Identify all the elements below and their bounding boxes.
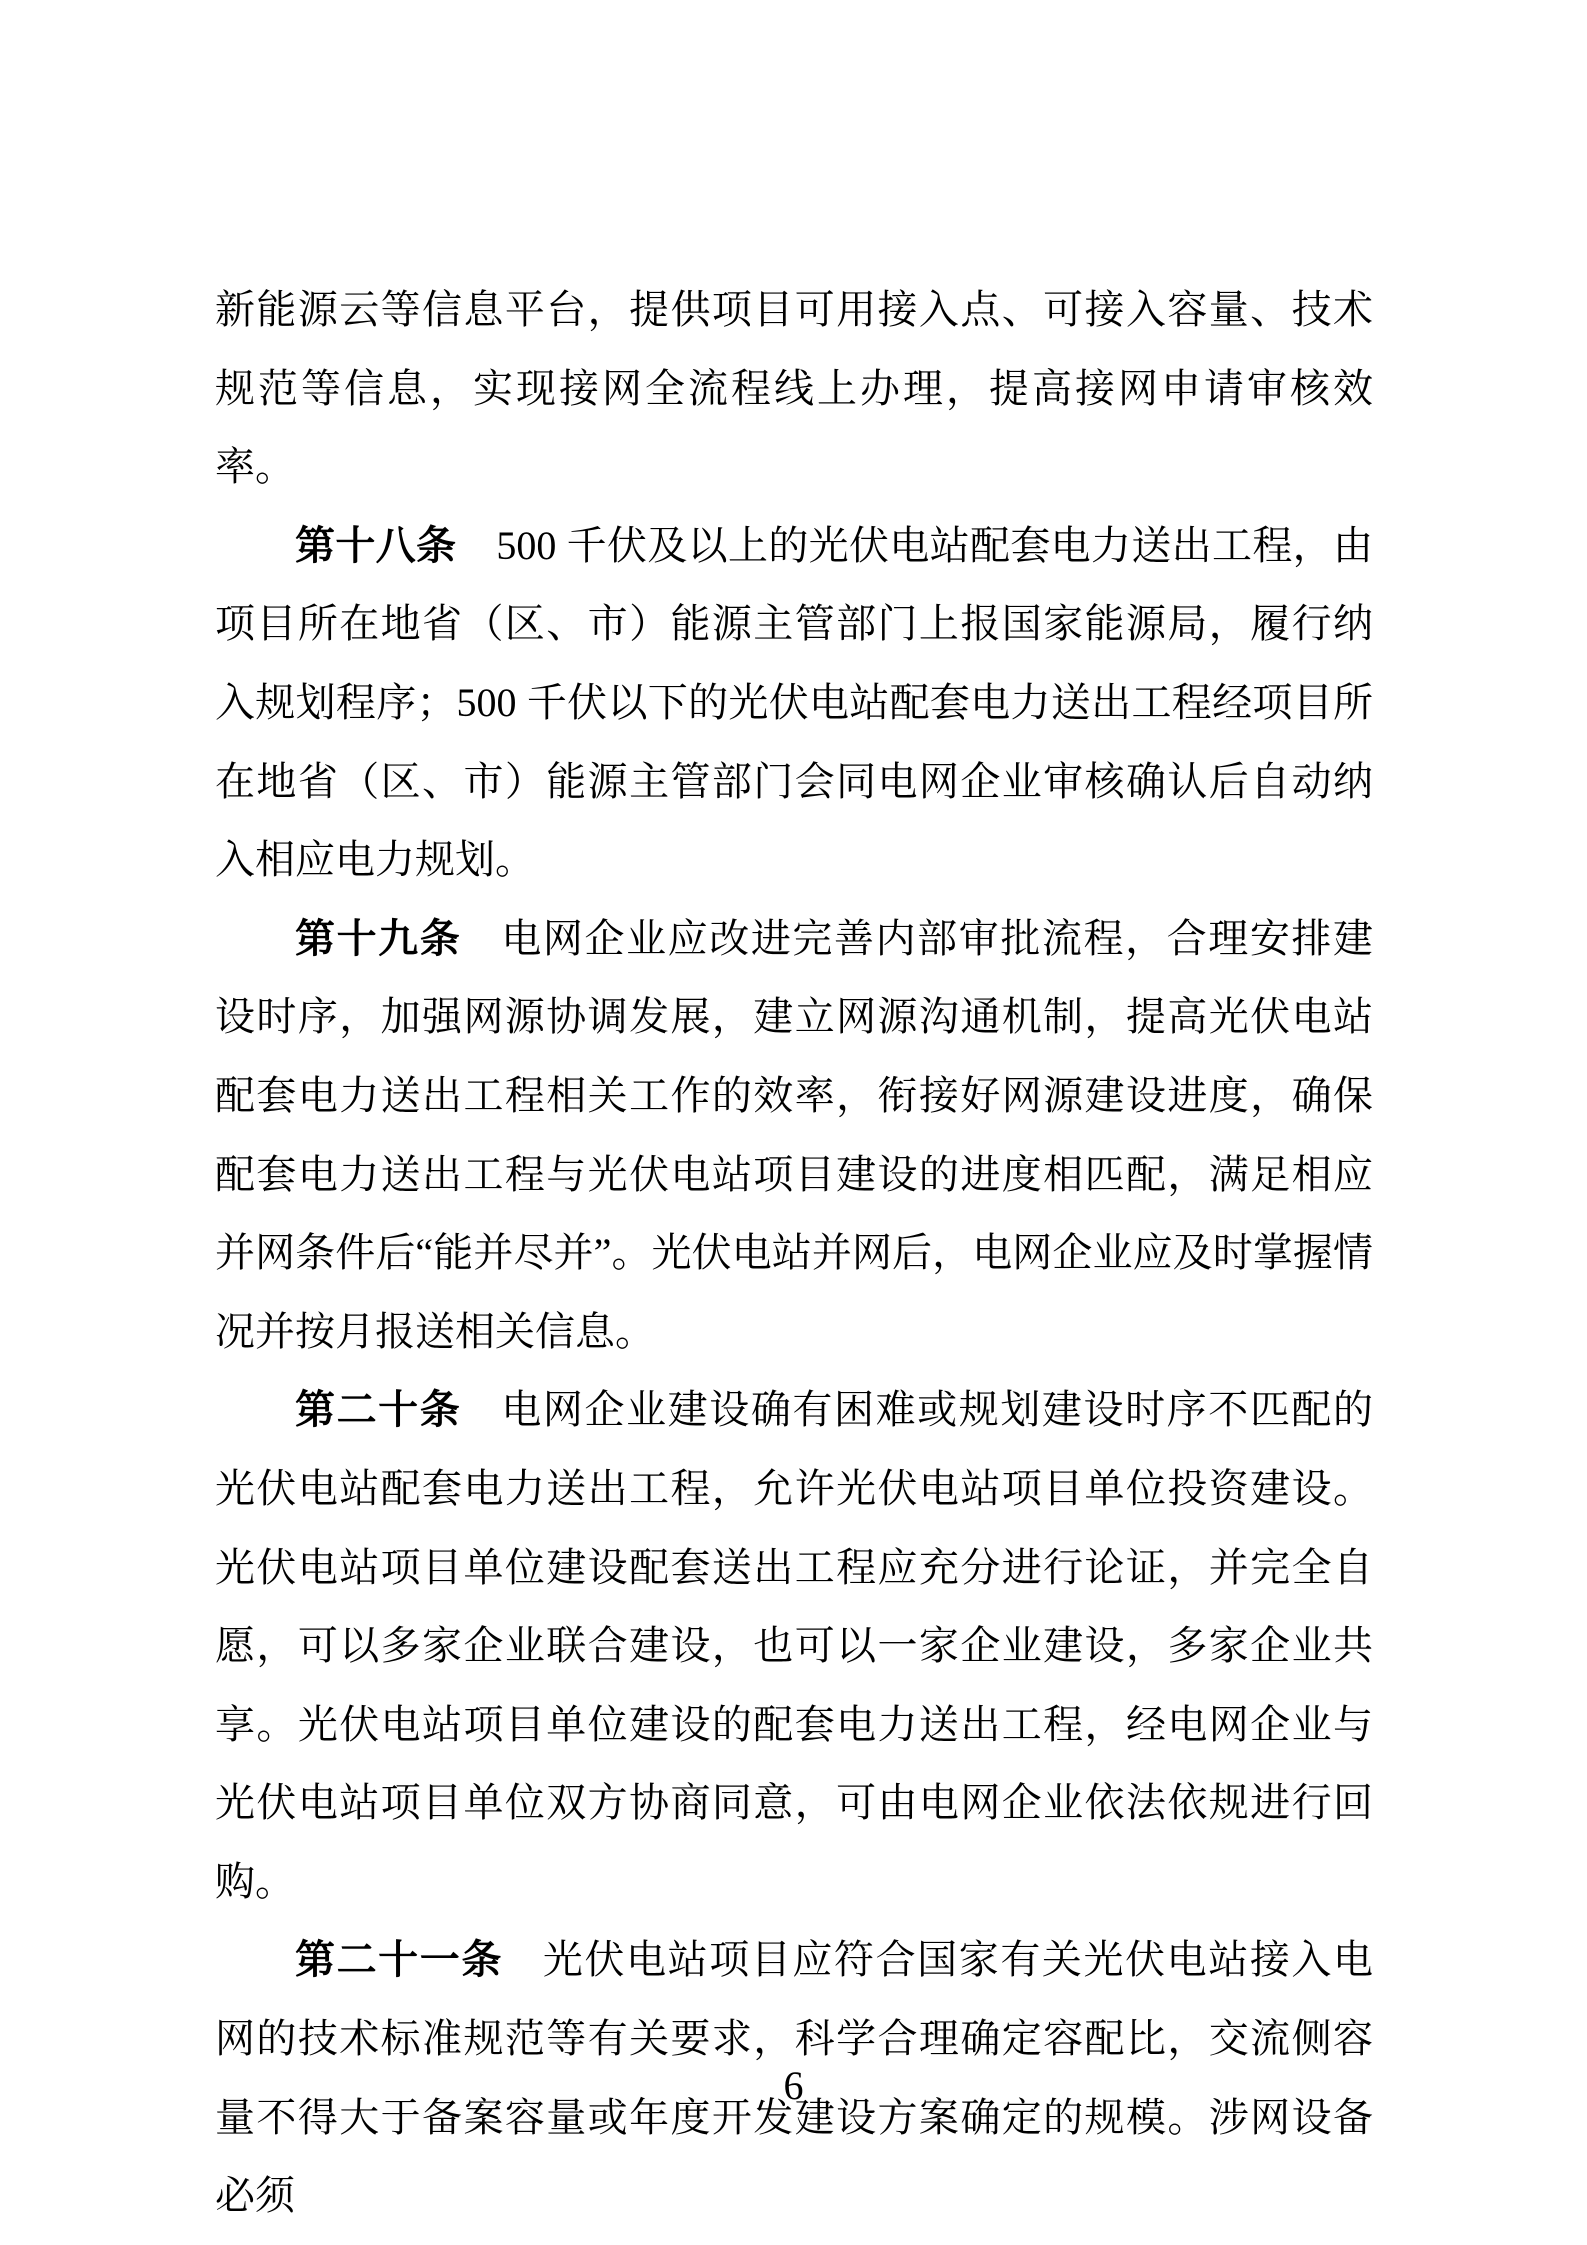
paragraph-text: 电网企业应改进完善内部审批流程，合理安排建设时序，加强网源协调发展，建立网源沟通机制，提高光伏电站配套电力送出工程相关工作的效率，衔接好网源建设进度，确保配套电力送出工程与光伏电站项目建设的进度相匹配，满足相应并网条件后“能并尽并”。光伏电站并网后，电网企业应及时掌握情况并按月报送相关信息。	[215, 915, 1374, 1354]
paragraph	[215, 1371, 1373, 1921]
paragraph-text: 500 千伏及以上的光伏电站配套电力送出工程，由项目所在地省（区、市）能源主管部门上报国家能源局，履行纳入规划程序；500 千伏以下的光伏电站配套电力送出工程经项目所在地省（区、市）能源主管部门会同电网企业审核确认后自动纳入相应电力规划。	[215, 522, 1374, 883]
paragraph	[215, 271, 1373, 507]
article-number-heading: 第二十条	[295, 1387, 462, 1433]
page-number: 6	[783, 2063, 804, 2108]
paragraph-text: 光伏电站项目应符合国家有关光伏电站接入电网的技术标准规范等有关要求，科学合理确定容配比，交流侧容量不得大于备案容量或年度开发建设方案确定的规模。涉网设备必须	[215, 1937, 1374, 2219]
paragraph	[215, 900, 1373, 1372]
document-body	[215, 271, 1373, 2236]
article-number-heading: 第十八条	[295, 522, 457, 568]
paragraph-text: 电网企业建设确有困难或规划建设时序不匹配的光伏电站配套电力送出工程，允许光伏电站项目单位投资建设。光伏电站项目单位建设配套送出工程应充分进行论证，并完全自愿，可以多家企业联合建设，也可以一家企业建设，多家企业共享。光伏电站项目单位建设的配套电力送出工程，经电网企业与光伏电站项目单位双方协商同意，可由电网企业依法依规进行回购。	[215, 1387, 1374, 1904]
article-number-heading: 第二十一条	[295, 1937, 503, 1983]
paragraph-text: 新能源云等信息平台，提供项目可用接入点、可接入容量、技术规范等信息，实现接网全流程线上办理，提高接网申请审核效率。	[215, 287, 1373, 490]
paragraph	[215, 507, 1373, 900]
article-number-heading: 第十九条	[295, 915, 462, 961]
